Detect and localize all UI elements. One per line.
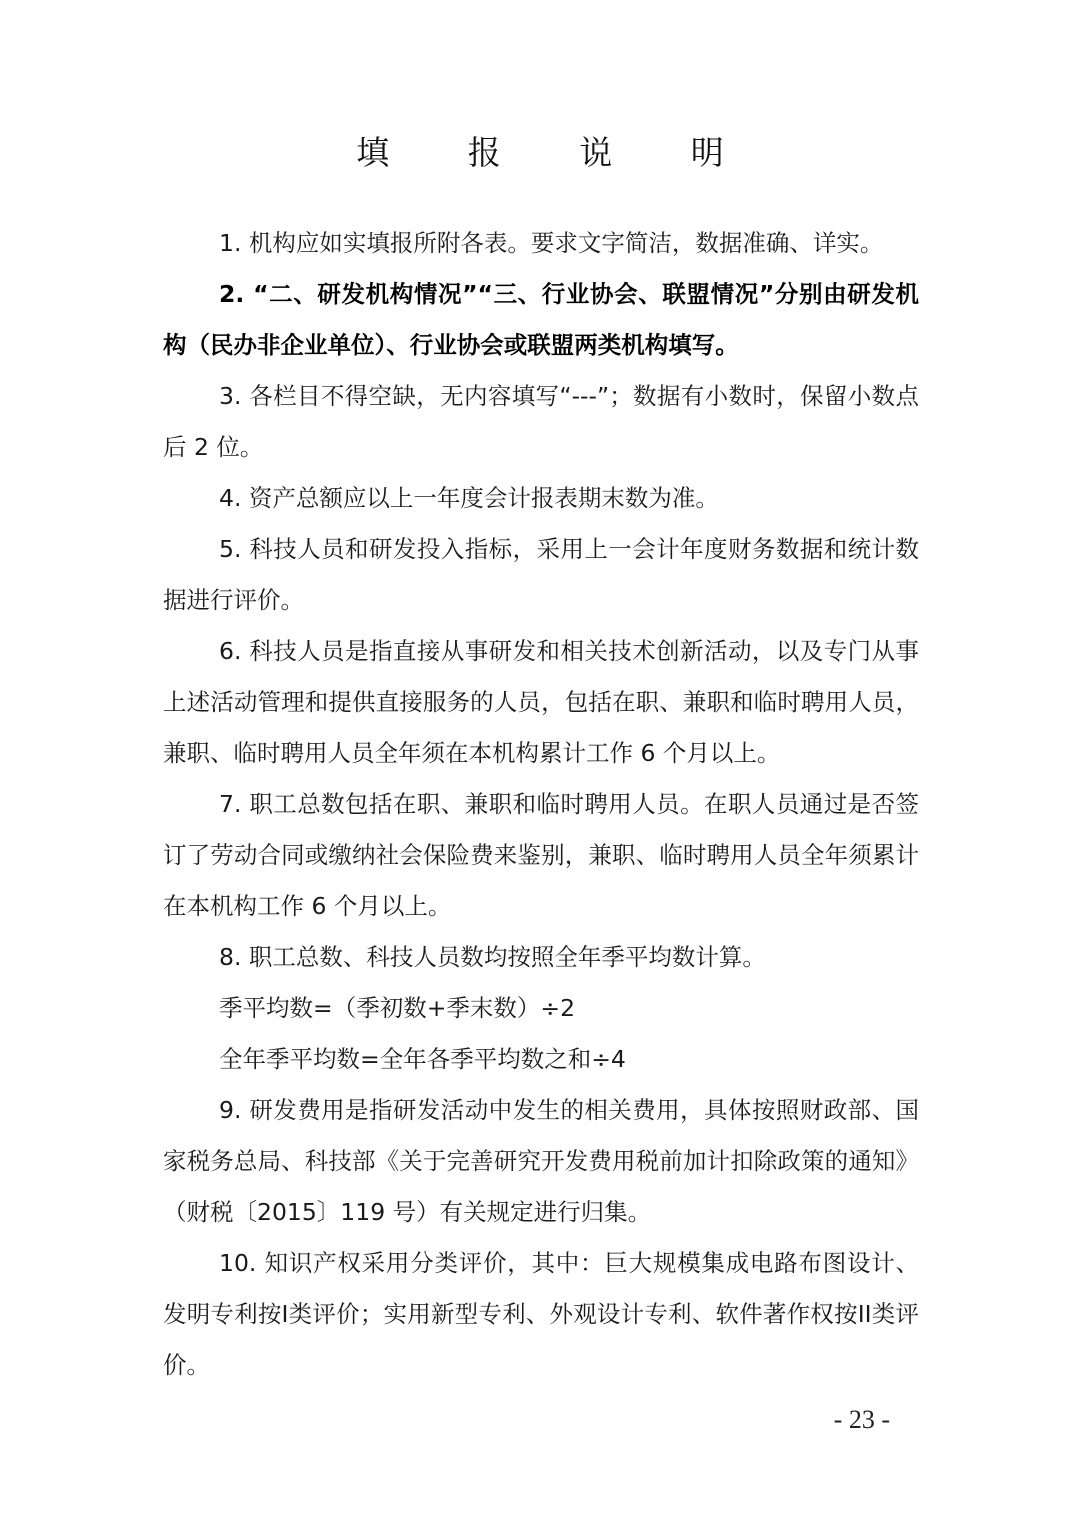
- page-title: 填 报 说 明: [356, 133, 758, 172]
- instruction-paragraph-2: 2. “二、研发机构情况”“三、行业协会、联盟情况”分别由研发机构（民办非企业单位）、行业协会或联盟两类机构填写。: [163, 280, 919, 359]
- instruction-paragraph-4: 4. 资产总额应以上一年度会计报表期末数为准。: [219, 484, 719, 512]
- instruction-paragraph-5: 5. 科技人员和研发投入指标，采用上一会计年度财务数据和统计数据进行评价。: [163, 535, 919, 614]
- instruction-paragraph-8: 8. 职工总数、科技人员数均按照全年季平均数计算。: [219, 943, 766, 971]
- formula-annual-quarter-average: 全年季平均数=全年各季平均数之和÷4: [219, 1045, 626, 1073]
- instruction-paragraph-7: 7. 职工总数包括在职、兼职和临时聘用人员。在职人员通过是否签订了劳动合同或缴纳社会保险费来鉴别，兼职、临时聘用人员全年须累计在本机构工作 6 个月以上。: [163, 790, 919, 920]
- instruction-paragraph-9: 9. 研发费用是指研发活动中发生的相关费用，具体按照财政部、国家税务总局、科技部《关于完善研究开发费用税前加计扣除政策的通知》（财税〔2015〕119 号）有关规定进行归集。: [163, 1096, 919, 1226]
- instructions-body: [163, 218, 919, 1391]
- formula-quarter-average: 季平均数=（季初数+季末数）÷2: [219, 994, 576, 1022]
- instruction-paragraph-6: 6. 科技人员是指直接从事研发和相关技术创新活动，以及专门从事上述活动管理和提供直接服务的人员，包括在职、兼职和临时聘用人员，兼职、临时聘用人员全年须在本机构累计工作 6 个月以上。: [163, 637, 919, 767]
- instruction-paragraph-3: 3. 各栏目不得空缺，无内容填写“---”；数据有小数时，保留小数点后 2 位。: [163, 382, 919, 461]
- page-number: - 23 -: [833, 1405, 890, 1434]
- instruction-paragraph-10: 10. 知识产权采用分类评价，其中：巨大规模集成电路布图设计、发明专利按I类评价；实用新型专利、外观设计专利、软件著作权按II类评价。: [163, 1249, 919, 1379]
- instruction-paragraph-1: 1. 机构应如实填报所附各表。要求文字简洁，数据准确、详实。: [219, 229, 884, 257]
